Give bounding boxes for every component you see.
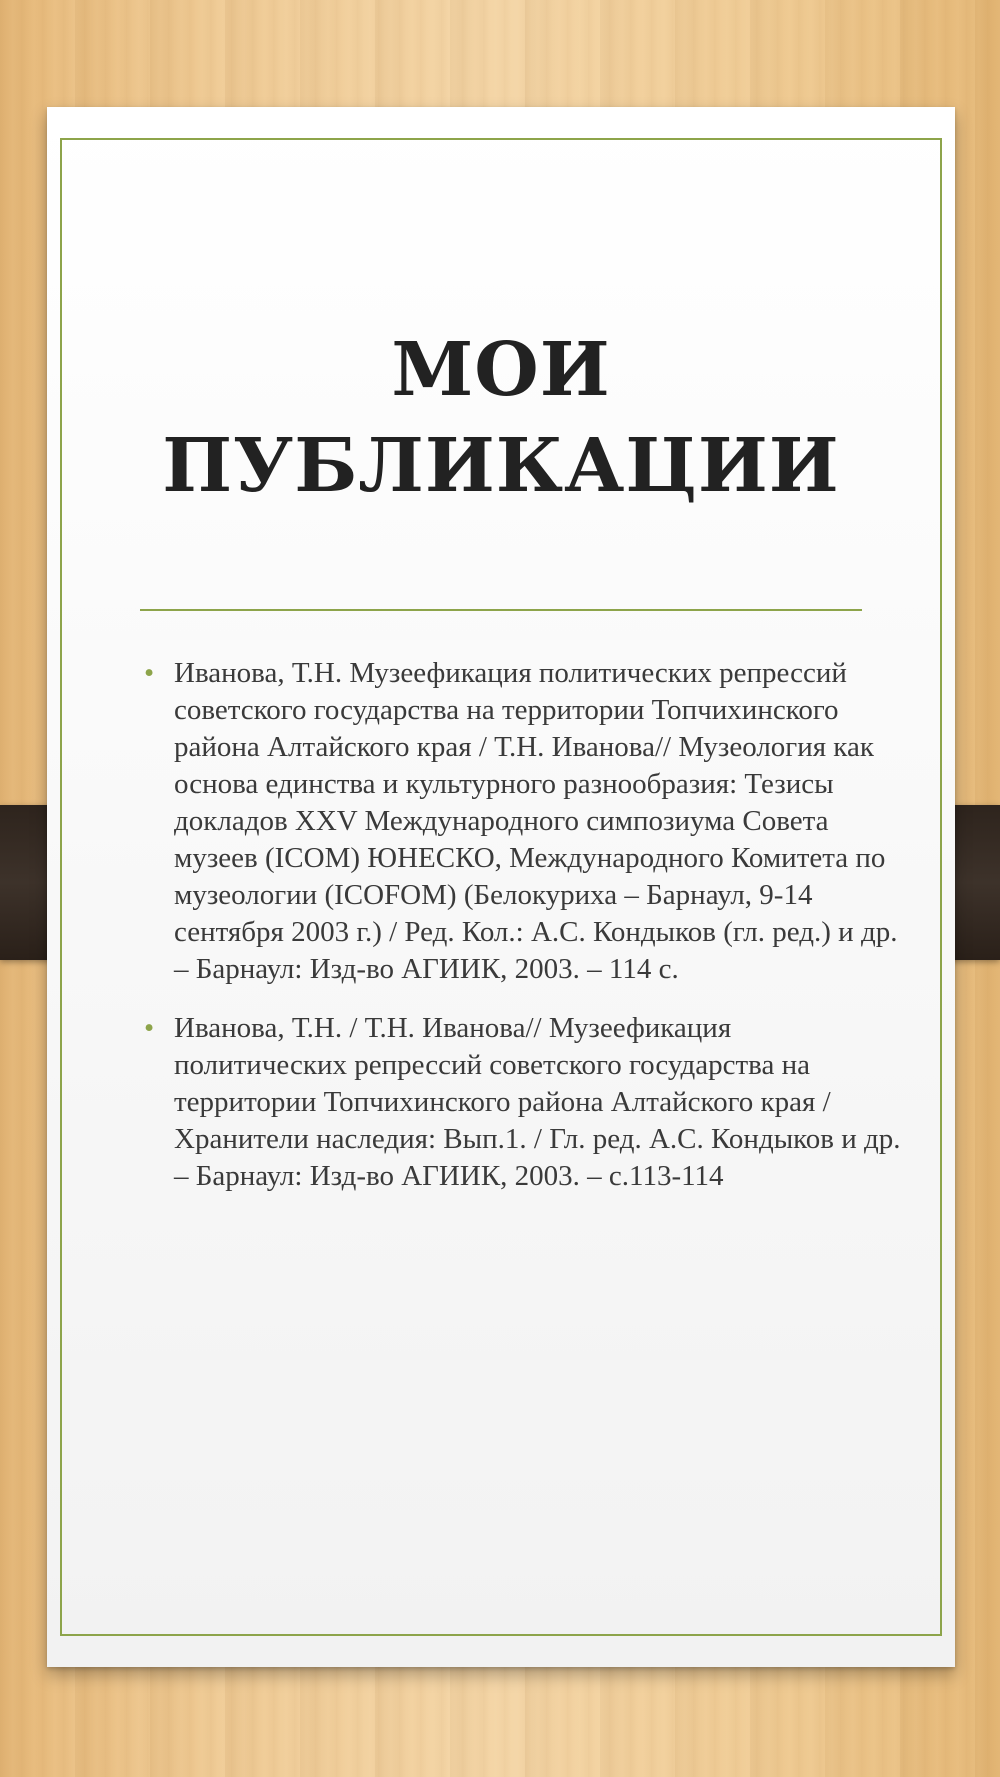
publication-item — [144, 1010, 904, 1195]
bullet-icon: • — [144, 1012, 155, 1044]
publication-item — [144, 655, 904, 988]
title-divider — [140, 609, 862, 611]
publication-text: Иванова, Т.Н. / Т.Н. Иванова// Музеефикация политических репрессий советского государства на территории Топчихинского района Алтайского края / Хранители наследия: Вып.1. / Гл. ред. А.С. Кондыков и др. – Барнаул: Изд-во АГИИК, 2003. – с.113-114 — [174, 1012, 901, 1192]
publication-list — [144, 655, 904, 1217]
bullet-icon: • — [144, 657, 155, 689]
title-line-1: МОИ — [391, 327, 611, 413]
slide-title — [47, 322, 955, 514]
publication-text: Иванова, Т.Н. Музеефикация политических репрессий советского государства на территории Топчихинского района Алтайского края / Т.Н. Иванова// Музеология как основа единства и культурного разнообразия: Тезисы докладов XXV Международного симпозиума Совета музеев (ICOM) ЮНЕСКО, Международного Комитета по музеологии (ICOFOM) (Белокуриха – Барнаул, 9-14 сентября 2003 г.) / Ред. Кол.: А.С. Кондыков (гл. ред.) и др. – Барнаул: Изд-во АГИИК, 2003. – 114 с. — [174, 657, 898, 985]
slide-card — [47, 107, 955, 1667]
title-line-2: ПУБЛИКАЦИИ — [162, 423, 840, 509]
